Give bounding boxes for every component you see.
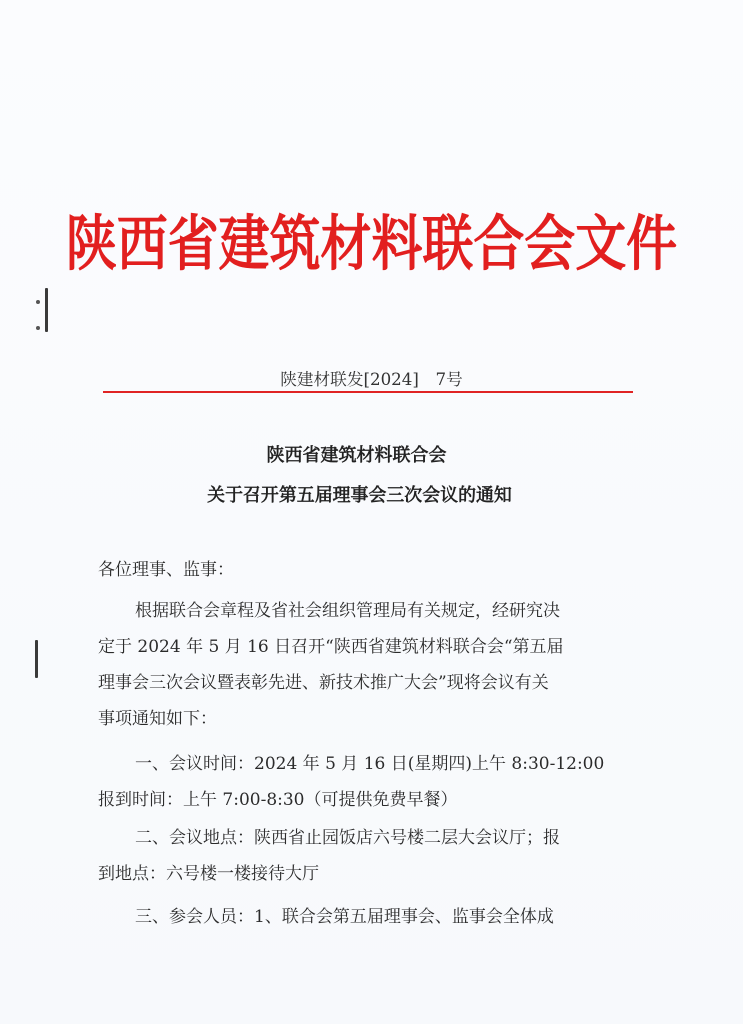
paragraph-1-line-2: 定于 2024 年 5 月 16 日召开“陕西省建筑材料联合会“第五届 <box>98 637 564 657</box>
header-red-rule <box>103 391 633 393</box>
notice-title-line-2: 关于召开第五届理事会三次会议的通知 <box>207 485 512 506</box>
item-3-line-1: 三、参会人员：1、联合会第五届理事会、监事会全体成 <box>135 907 554 927</box>
paragraph-1-line-3: 理事会三次会议暨表彰先进、新技术推广大会”现将会议有关 <box>98 673 549 693</box>
document-number: 陕建材联发[2024] 7号 <box>280 370 463 389</box>
paragraph-1-line-1: 根据联合会章程及省社会组织管理局有关规定，经研究决 <box>135 601 560 621</box>
document-header-title: 陕西省建筑材料联合会文件 <box>65 209 678 280</box>
paragraph-1-line-4: 事项通知如下： <box>98 709 217 729</box>
item-2-line-2: 到地点：六号楼一楼接待大厅 <box>98 864 319 884</box>
notice-title-line-1: 陕西省建筑材料联合会 <box>266 445 447 466</box>
binding-dot <box>36 300 40 304</box>
binding-dot <box>36 326 40 330</box>
binding-mark <box>35 640 38 678</box>
binding-mark <box>45 288 48 332</box>
item-2-line-1: 二、会议地点：陕西省止园饭店六号楼二层大会议厅；报 <box>135 828 560 848</box>
salutation: 各位理事、监事： <box>98 560 234 580</box>
item-1-line-2: 报到时间：上午 7:00-8:30（可提供免费早餐） <box>98 790 458 810</box>
item-1-line-1: 一、会议时间：2024 年 5 月 16 日(星期四)上午 8:30-12:00 <box>135 754 605 774</box>
